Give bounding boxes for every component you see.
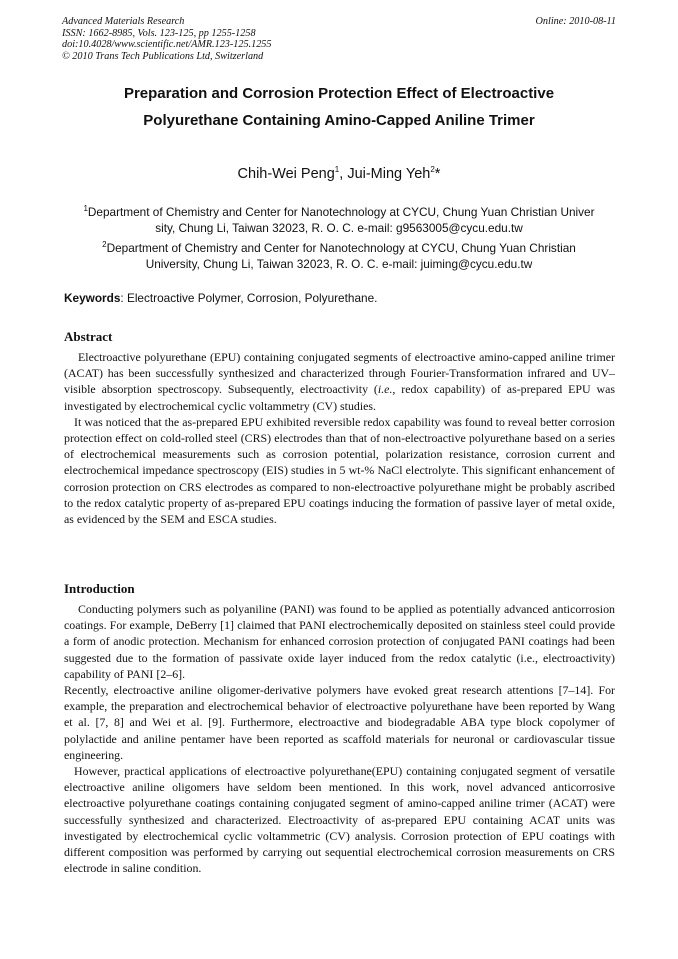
affiliation-marker: 1 — [334, 165, 340, 175]
abstract-heading: Abstract — [64, 329, 113, 344]
corresponding-author-mark: * — [434, 166, 441, 182]
affiliation-line: $^1$Department of Chemistry and Center for Nanotechnology at CYCU, Chung Yuan Christian Univer — [83, 204, 595, 219]
affiliation-marker: 1 — [83, 204, 88, 214]
journal-name: Advanced Materials Research — [62, 16, 185, 27]
affiliation-line: sity, Chung Li, Taiwan 32023, R. O. C. e-mail: g9563005@cycu.edu.tw — [155, 220, 523, 235]
keywords-text: : Electroactive Polymer, Corrosion, Polyurethane. — [120, 291, 378, 305]
introduction-paragraph: Recently, electroactive aniline oligomer-derivative polymers have evoked great research attentions [7–14]. For example, the preparation and electrochemical behavior of electroactive polyurethane have been reported by Wang et al. [7, 8] and Wei et al. [9]. Furthermore, electroactive and biodegradable ABA type block copolymer of polylactide and aniline pentamer have been reported as scaffold materials for neuronal or cardiovascular tissue engineering. — [64, 683, 615, 762]
affiliation-line: $^2$Department of Chemistry and Center for Nanotechnology at CYCU, Chung Yuan Christian — [102, 240, 576, 255]
title-line-2: Polyurethane Containing Amino-Capped Aniline Trimer — [143, 112, 535, 129]
introduction-paragraph: Conducting polymers such as polyaniline (PANI) was found to be applied as potentially advanced anticorrosion coatings. For example, DeBerry [1] claimed that PANI electrochemically deposited on stainless steel could provide a form of anodic protection. Mechanism for enhanced corrosion protection of conjugated PANI coatings had been suggested due to the formation of passivate oxide layer induced from the redox catalytic (i.e., electroactivity) capability of PANI [2–6]. — [64, 602, 615, 681]
introduction-body — [64, 601, 615, 876]
author-list — [62, 165, 616, 183]
author-name: Chih-Wei Peng — [237, 166, 335, 182]
author-name: Jui-Ming Yeh — [347, 166, 431, 182]
affiliation-line: University, Chung Li, Taiwan 32023, R. O. C. e-mail: juiming@cycu.edu.tw — [145, 256, 533, 271]
affiliation-marker: 2 — [430, 165, 435, 175]
abstract-body — [64, 349, 615, 527]
keywords-label: Keywords — [64, 291, 121, 305]
copyright-line: © 2010 Trans Tech Publications Ltd, Switzerland — [62, 50, 264, 62]
title-line-1: Preparation and Corrosion Protection Effect of Electroactive — [123, 85, 555, 102]
affiliation-marker: 2 — [102, 240, 107, 250]
introduction-heading: Introduction — [64, 581, 135, 596]
abstract-paragraph: Electroactive polyurethane (EPU) containing conjugated segments of electroactive amino-capped aniline trimer (ACAT) has been successfully synthesized and characterized through Fourier-Transformation infrared and UV–visible absorption spectroscopy. Subsequently, electroactivity (i.e., redox capability) of as-prepared EPU was investigated by electrochemical cyclic voltammetry (CV) studies. — [64, 350, 615, 413]
issn-line: ISSN: 1662-8985, Vols. 123-125, pp 1255-1258 — [62, 27, 256, 39]
affiliation-1 — [62, 205, 616, 236]
keywords — [64, 291, 616, 306]
abstract-paragraph: It was noticed that the as-prepared EPU exhibited reversible redox capability was found to reveal better corrosion protection effect on cold-rolled steel (CRS) electrodes than that of non-electroactive polyurethane based on a series of electrochemical measurements such as corrosion potential, polarization resistance, corrosion current and electrochemical impedance spectroscopy (EIS) studies in 5 wt-% NaCl electrolyte. This significant enhancement of corrosion protection on CRS electrodes as compared to non-electroactive polyurethane might be probably ascribed to the redox catalytic property of as-prepared EPU coatings inducing the formation of passive layer of metal oxide, as evidenced by the SEM and ESCA studies. — [64, 414, 615, 527]
doi-line: doi:10.4028/www.scientific.net/AMR.123-125.1255 — [62, 39, 272, 51]
paper-title — [62, 80, 616, 134]
running-header — [62, 16, 616, 62]
author-separator: , — [339, 166, 348, 182]
online-date: Online: 2010-08-11 — [535, 16, 616, 27]
affiliation-2 — [62, 241, 616, 272]
introduction-paragraph: However, practical applications of electroactive polyurethane(EPU) containing conjugated segment of versatile electroactive aniline oligomers have seldom been mentioned. In this work, novel advanced anticorrosive electroactive polyurethane coatings containing conjugated segment of amino-capped aniline trimer (ACAT) were successfully synthesized and characterized. Electroactivity of as-prepared EPU containing ACAT units was investigated by electrochemical cyclic voltammetric (CV) analysis. Corrosion protection of EPU coatings with different composition was performed by carrying out sequential electrochemical corrosion measurements on CRS electrode in saline condition. — [64, 764, 615, 876]
